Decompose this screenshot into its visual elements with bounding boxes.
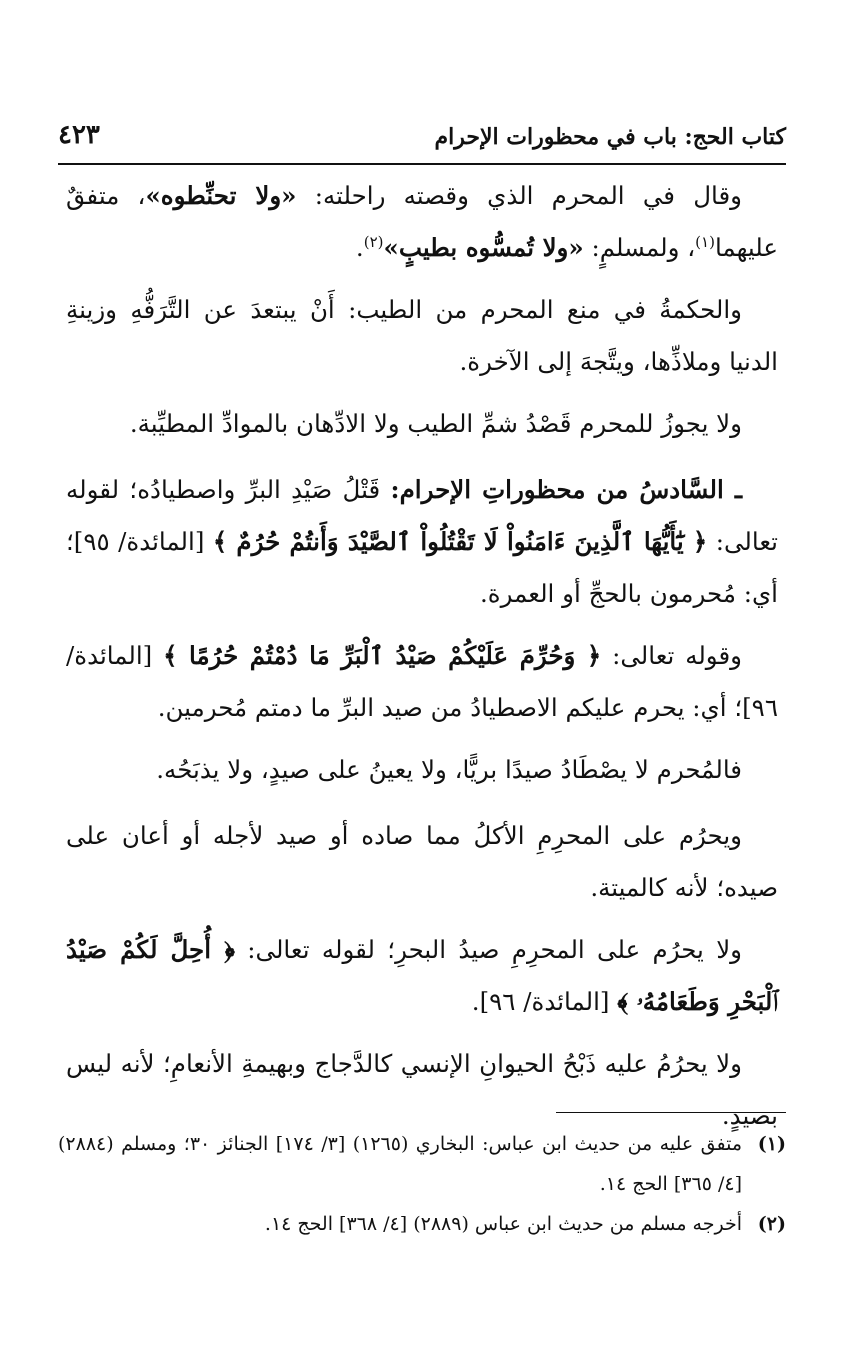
main-text — [66, 170, 778, 1152]
paragraph-6: فالمُحرم لا يصْطَادُ صيدًا بريًّا، ولا يعينُ على صيدٍ، ولا يذبَحُه. — [156, 755, 742, 784]
footnote-2 — [58, 1204, 786, 1244]
quran-verse: ﴿ يَٰٓأَيُّهَا ٱلَّذِينَ ءَامَنُواْ لَا تَقْتُلُواْ ٱلصَّيْدَ وَأَنتُمْ حُرُمٌ ﴾ — [212, 527, 708, 556]
quran-verse: ﴿ وَحُرِّمَ عَلَيْكُمْ صَيْدُ ٱلْبَرِّ مَا دُمْتُمْ حُرُمًا ﴾ — [163, 641, 602, 670]
footnote-ref-1[interactable]: (١) — [695, 232, 715, 251]
paragraph-9: ولا يحرُمُ عليه ذَبْحُ الحيوانِ الإنسي كالدَّجاج وبهيمةِ الأنعامِ؛ لأنه ليس بصيدٍ. — [66, 1049, 778, 1130]
footnote-number: (٢) — [757, 1213, 786, 1235]
hadith-quote: «ولا تُمسُّوه بطيبٍ» — [383, 233, 584, 262]
footnote-separator — [556, 1112, 786, 1113]
paragraph-8: ولا يحرُم على المحرِمِ صيدُ البحرِ؛ لقوله تعالى: ﴿ أُحِلَّ لَكُمْ صَيْدُ ٱلْبَحْرِ وَطَعَامُهُۥ ﴾ [المائدة/ ٩٦]. — [66, 935, 778, 1016]
page-number: ٤٢٣ — [58, 120, 100, 150]
section-lead: ـ السَّادسُ من محظوراتِ الإحرام: — [390, 475, 743, 504]
footnote-text: أخرجه مسلم من حديث ابن عباس (٢٨٨٩) [٤/ ٣٦٨] الحج ١٤. — [264, 1213, 742, 1235]
chapter-title: كتاب الحج: باب في محظورات الإحرام — [434, 124, 786, 150]
paragraph-5: وقوله تعالى: ﴿ وَحُرِّمَ عَلَيْكُمْ صَيْدُ ٱلْبَرِّ مَا دُمْتُمْ حُرُمًا ﴾ [المائدة/ ٩٦]؛ أي: يحرم عليكم الاصطيادُ من صيد البرِّ ما دمتم مُحرمين. — [66, 641, 778, 722]
paragraph-2: والحكمةُ في منع المحرم من الطيب: أَنْ يبتعدَ عن التَّرَفُّهِ وزينةِ الدنيا وملاذِّها، ويتَّجهَ إلى الآخرة. — [66, 295, 778, 376]
paragraph-3: ولا يجوزُ للمحرم قَصْدُ شمِّ الطيب ولا الادِّهان بالموادِّ المطيِّبة. — [129, 409, 742, 438]
footnotes — [58, 1124, 786, 1244]
paragraph-1: وقال في المحرم الذي وقصته راحلته: «ولا تحنِّطوه»، متفقٌ عليهما$^{(١)}$، ولمسلمٍ: «ولا تُمسُّوه بطيبٍ»$^{(٢)}$. — [66, 181, 778, 262]
header-rule — [58, 163, 786, 165]
footnote-number: (١) — [757, 1133, 786, 1155]
quran-verse: ﴿ أُحِلَّ لَكُمْ صَيْدُ ٱلْبَحْرِ وَطَعَامُهُۥ ﴾ — [66, 935, 778, 1016]
running-header — [58, 118, 786, 164]
paragraph-4: ـ السَّادسُ من محظوراتِ الإحرام: قَتْلُ صَيْدِ البرِّ واصطيادُه؛ لقوله تعالى: ﴿ يَٰٓأَيُّهَا ٱلَّذِينَ ءَامَنُواْ لَا تَقْتُلُواْ ٱلصَّيْدَ وَأَنتُمْ حُرُمٌ ﴾ [المائدة/ ٩٥]؛ أي: مُحرمون بالحجِّ أو العمرة. — [66, 475, 778, 608]
footnote-ref-2[interactable]: (٢) — [363, 232, 384, 251]
footnote-1 — [58, 1124, 786, 1204]
hadith-quote: «ولا تحنِّطوه» — [145, 181, 297, 210]
paragraph-7: ويحرُم على المحرِمِ الأكلُ مما صاده أو صيد لأجله أو أعان على صيده؛ لأنه كالميتة. — [66, 821, 778, 902]
footnote-text: متفق عليه من حديث ابن عباس: البخاري (١٢٦٥) [٣/ ١٧٤] الجنائز ٣٠؛ ومسلم (٢٨٨٤) [٤/ ٣٦٥] الحج ١٤. — [58, 1133, 742, 1195]
